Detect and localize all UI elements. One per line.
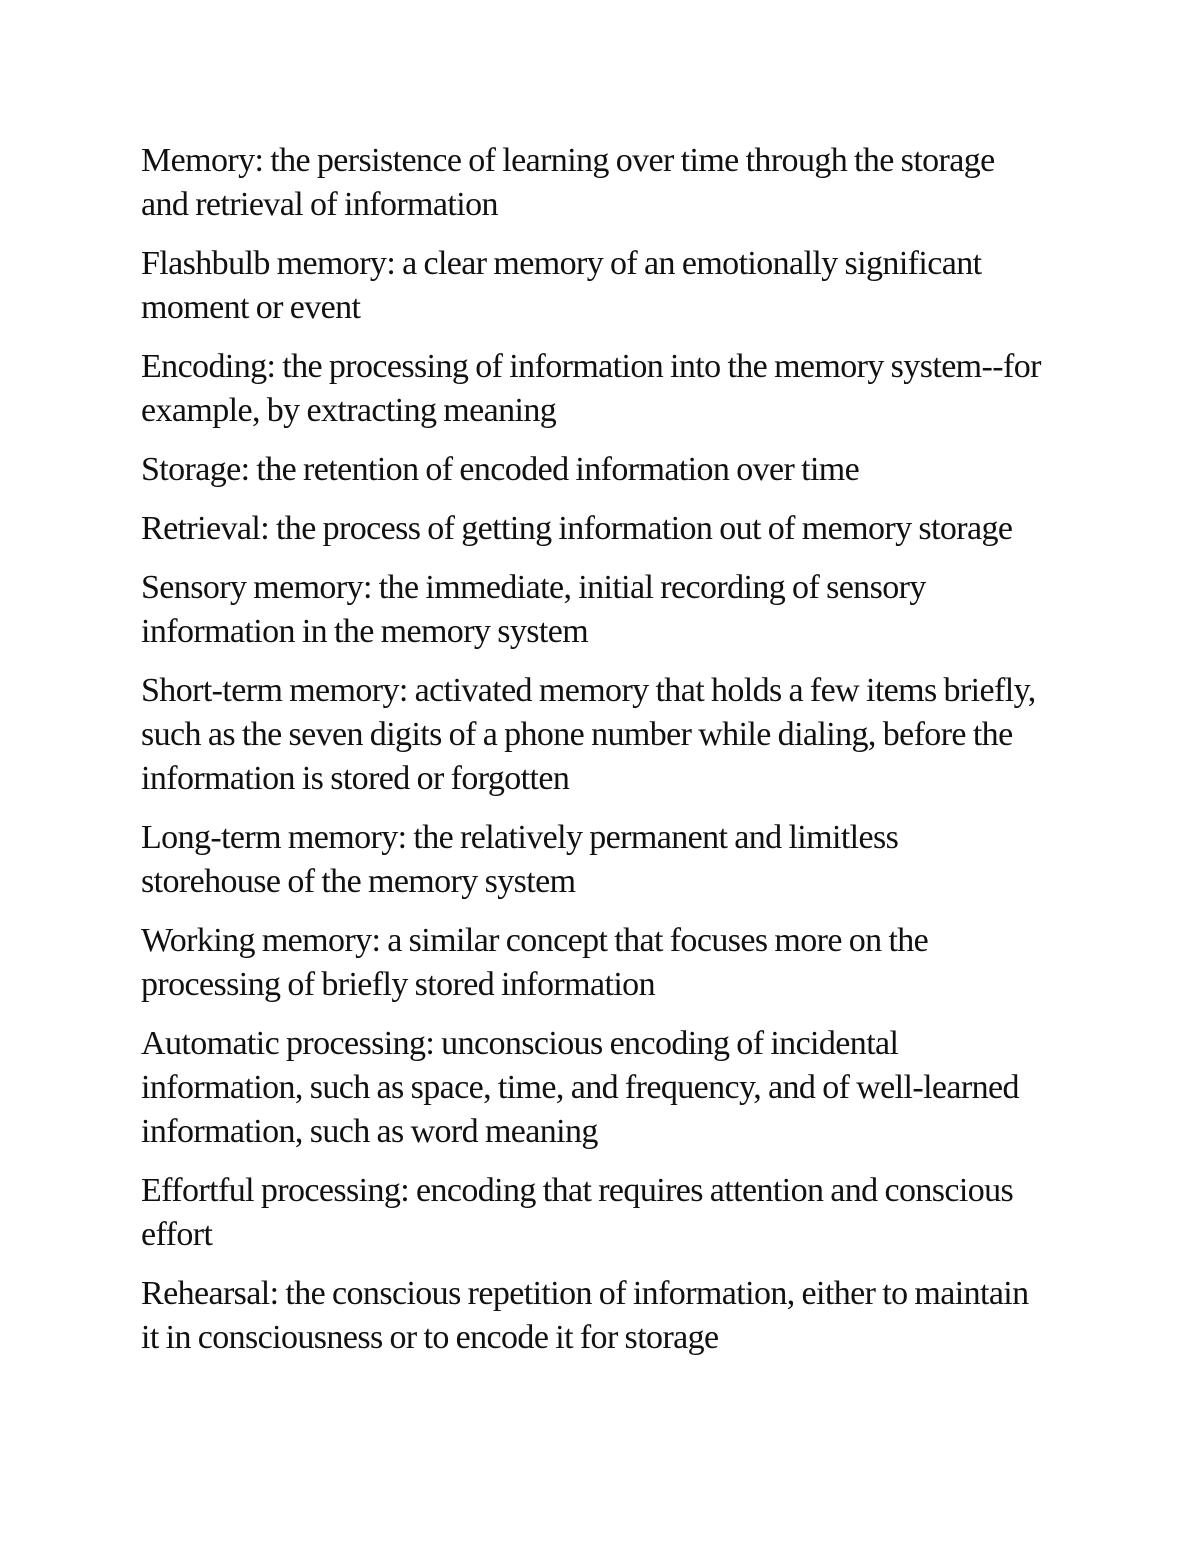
definition-automatic-processing: Automatic processing: unconscious encoding of incidental information, such as space, time, and frequency, and of well-learned information, such as word meaning xyxy=(141,1025,1019,1150)
definition-short-term-memory: Short-term memory: activated memory that holds a few items briefly, such as the seven digits of a phone number while dialing, before the information is stored or forgotten xyxy=(141,672,1036,797)
definition-encoding: Encoding: the processing of information into the memory system--for example, by extracting meaning xyxy=(141,348,1041,429)
definition-storage: Storage: the retention of encoded information over time xyxy=(141,451,860,488)
definition-memory: Memory: the persistence of learning over time through the storage and retrieval of information xyxy=(141,142,995,223)
definition-list xyxy=(141,139,1041,1375)
definition-effortful-processing: Effortful processing: encoding that requires attention and conscious effort xyxy=(141,1172,1014,1253)
definition-sensory-memory: Sensory memory: the immediate, initial recording of sensory information in the memory system xyxy=(141,569,926,650)
definition-rehearsal: Rehearsal: the conscious repetition of information, either to maintain it in consciousness or to encode it for storage xyxy=(141,1275,1029,1356)
definition-flashbulb-memory: Flashbulb memory: a clear memory of an emotionally significant moment or event xyxy=(141,245,982,326)
definition-long-term-memory: Long-term memory: the relatively permanent and limitless storehouse of the memory system xyxy=(141,819,899,900)
definition-retrieval: Retrieval: the process of getting information out of memory storage xyxy=(141,510,1013,547)
definition-working-memory: Working memory: a similar concept that focuses more on the processing of briefly stored information xyxy=(141,922,929,1003)
